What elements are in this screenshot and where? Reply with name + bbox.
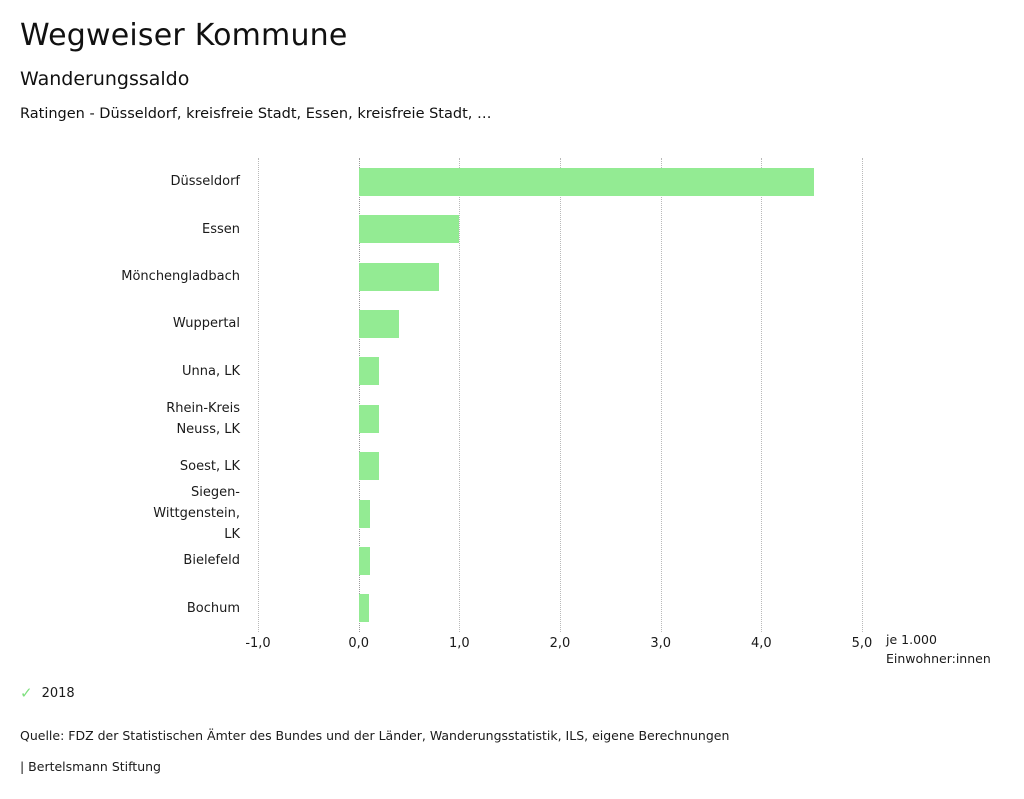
bar[interactable]	[359, 500, 370, 528]
x-axis-unit	[886, 630, 991, 668]
category-label: Soest, LK	[179, 458, 240, 474]
category-axis-labels	[18, 158, 240, 632]
x-axis-tick-label: 2,0	[549, 636, 571, 651]
x-axis-tick-label: -1,0	[245, 636, 271, 651]
category-label: Siegen- Wittgenstein, LK	[153, 485, 240, 542]
gridline	[459, 158, 460, 632]
plot-area	[245, 158, 873, 651]
bar[interactable]	[359, 405, 379, 433]
category-label: Unna, LK	[182, 363, 240, 379]
source-note: Quelle: FDZ der Statistischen Ämter des Bundes und der Länder, Wanderungsstatistik, ILS, eigene Berechnungen	[20, 728, 730, 743]
category-label: Rhein-Kreis Neuss, LK	[166, 400, 240, 437]
bar[interactable]	[359, 594, 369, 622]
category-label: Essen	[202, 221, 240, 237]
bar[interactable]	[359, 310, 399, 338]
category-label: Wuppertal	[172, 316, 240, 332]
bar[interactable]	[359, 168, 814, 196]
bar[interactable]	[359, 357, 379, 385]
x-axis-unit-line1: je 1.000	[886, 632, 937, 647]
page-title: Wegweiser Kommune	[20, 18, 348, 53]
gridline	[560, 158, 561, 632]
legend[interactable]	[20, 686, 75, 701]
x-axis-unit-line2: Einwohner:innen	[886, 651, 991, 666]
chart-subtitle: Wanderungssaldo	[20, 68, 190, 90]
gridline	[862, 158, 863, 632]
gridline	[761, 158, 762, 632]
region-selection-label: Ratingen - Düsseldorf, kreisfreie Stadt, Essen, kreisfreie Stadt, …	[20, 106, 492, 122]
x-axis-tick-label: 1,0	[448, 636, 470, 651]
x-axis-tick-label: 0,0	[348, 636, 369, 651]
bar[interactable]	[359, 263, 440, 291]
brand-note: | Bertelsmann Stiftung	[20, 759, 161, 774]
gridline	[661, 158, 662, 632]
check-icon: ✓	[20, 684, 33, 702]
x-axis-tick-label: 4,0	[750, 636, 772, 651]
bar[interactable]	[359, 215, 460, 243]
category-label: Düsseldorf	[170, 174, 240, 190]
category-label: Bielefeld	[183, 553, 240, 569]
category-label: Mönchengladbach	[121, 269, 240, 284]
bar[interactable]	[359, 547, 370, 575]
legend-item-2018[interactable]: 2018	[41, 686, 75, 701]
gridline	[258, 158, 259, 632]
x-axis-tick-label: 5,0	[851, 636, 873, 651]
x-axis-tick-label: 3,0	[650, 636, 671, 651]
bar[interactable]	[359, 452, 379, 480]
category-label: Bochum	[186, 600, 240, 616]
